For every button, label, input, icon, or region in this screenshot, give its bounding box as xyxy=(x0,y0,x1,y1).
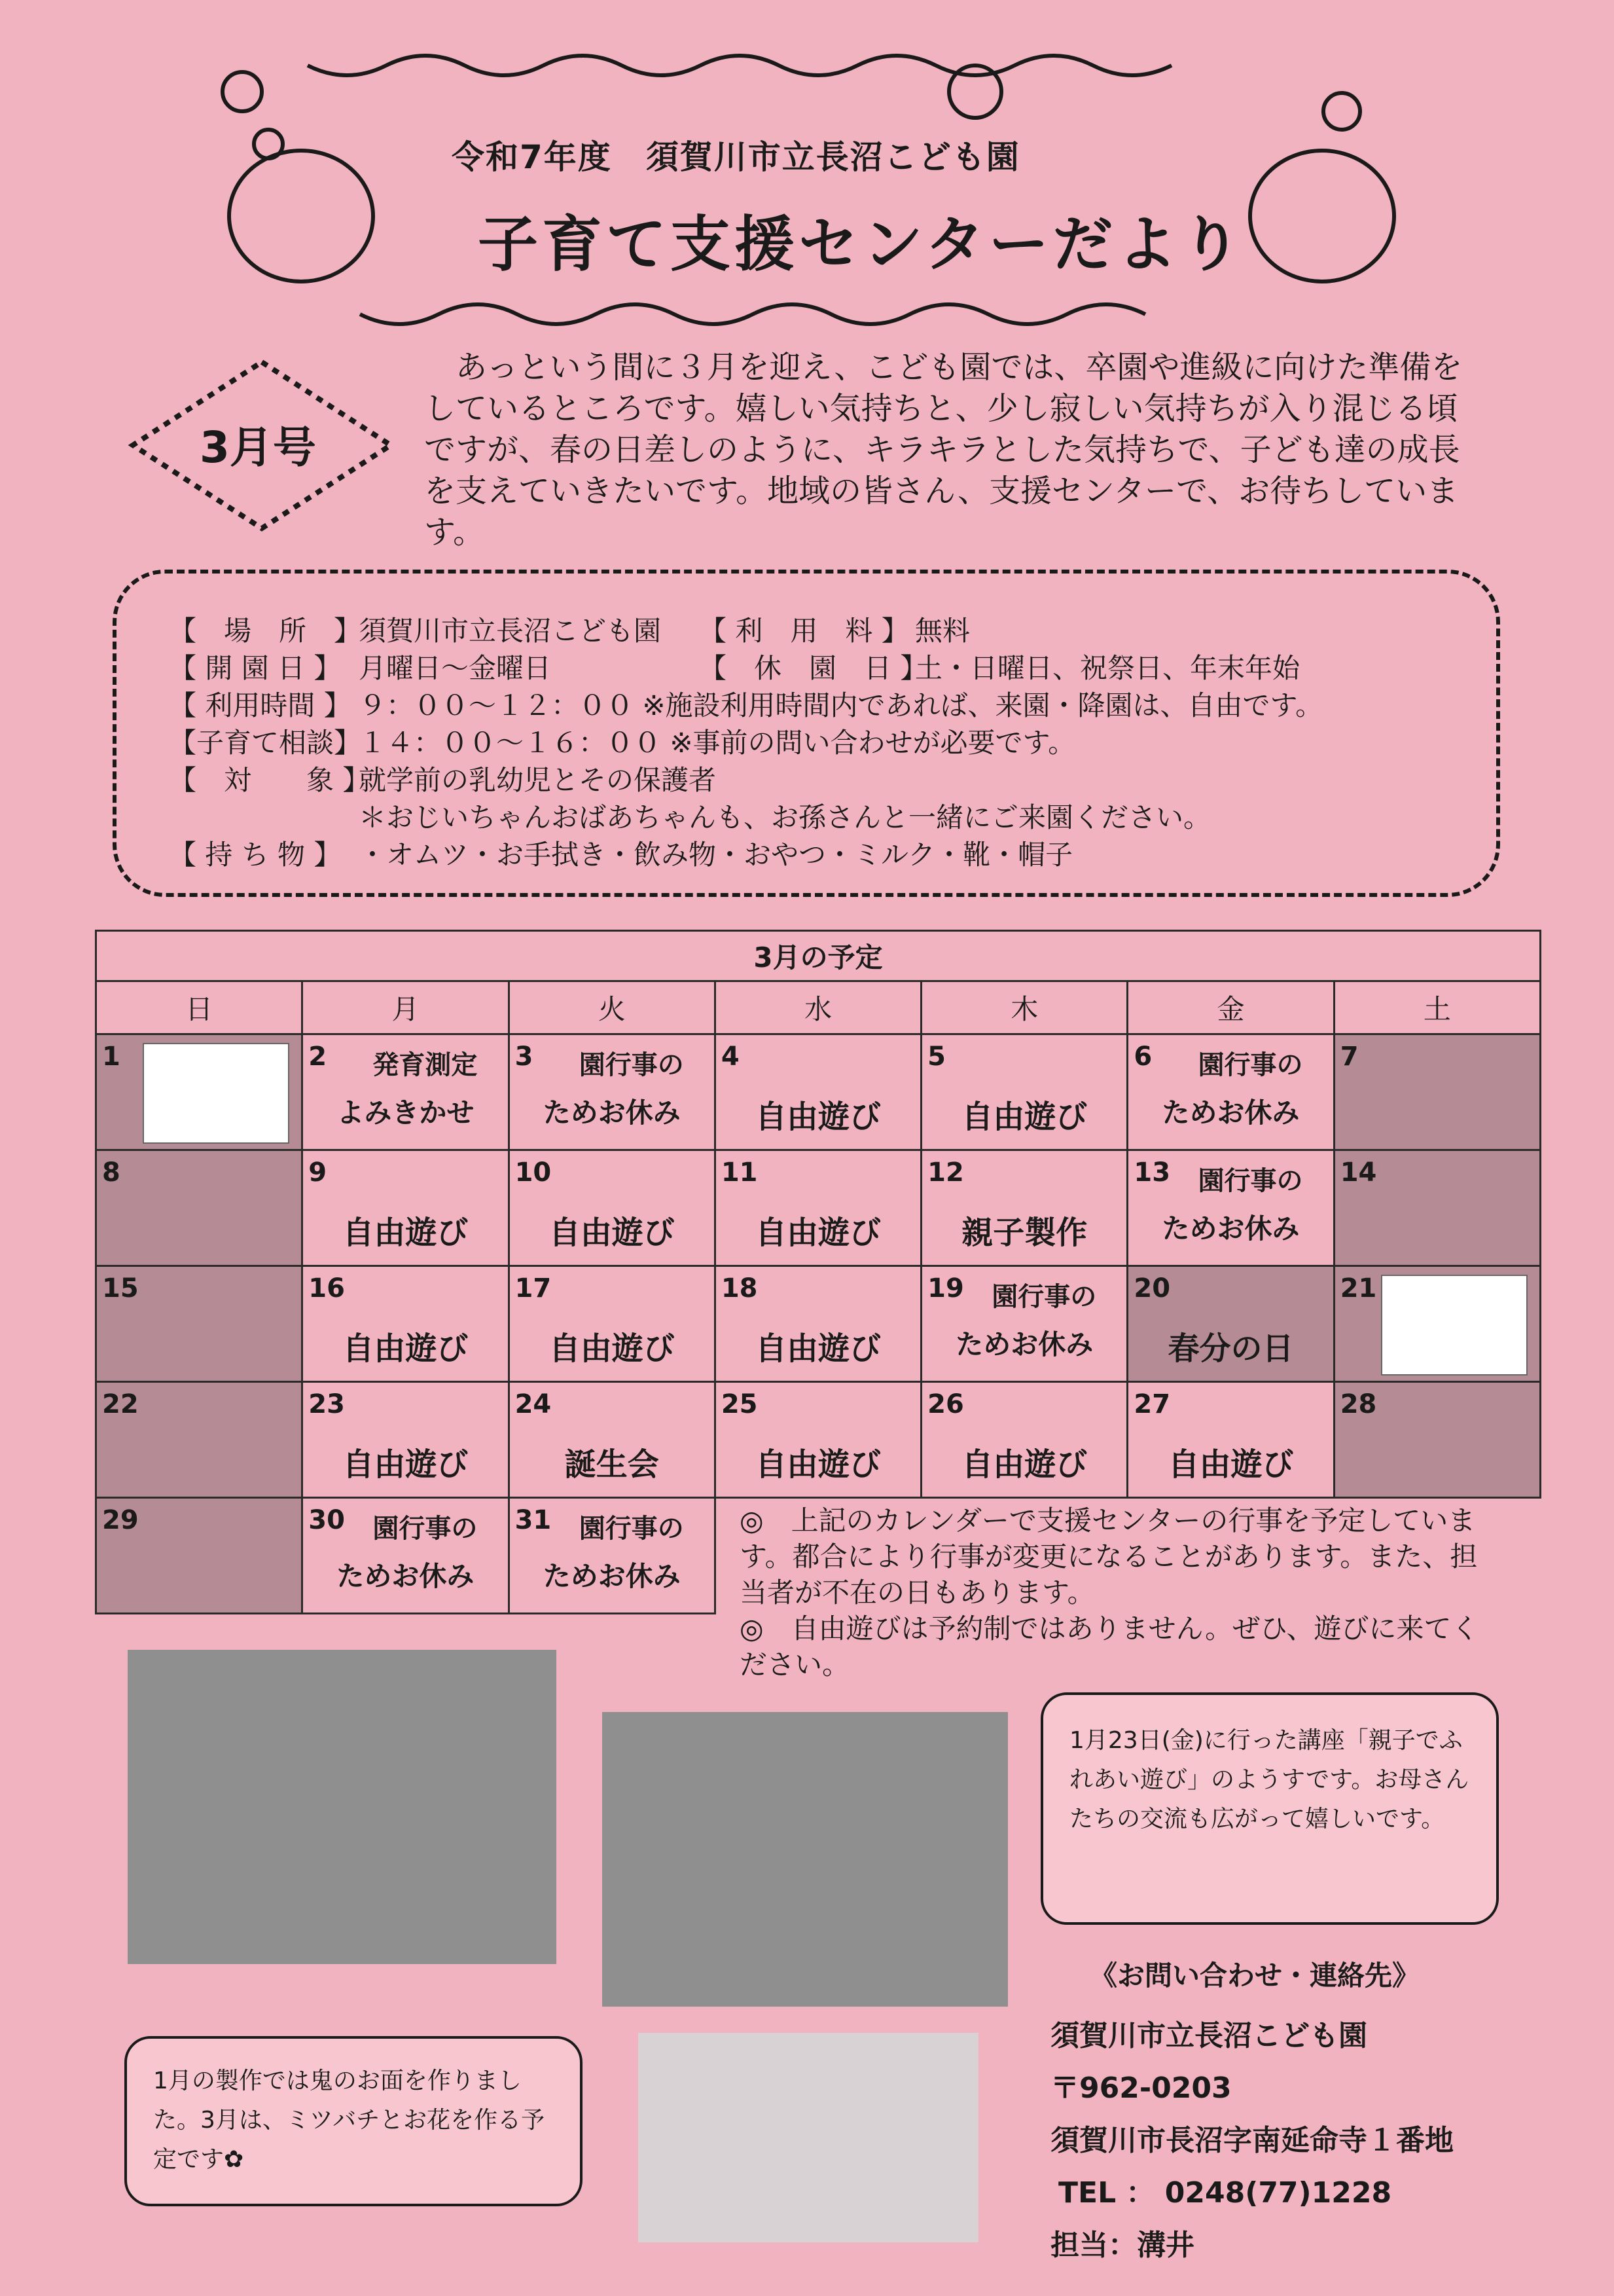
day-number: 5 xyxy=(927,1042,946,1072)
calendar-day xyxy=(302,1266,509,1382)
event-label: 自由遊び xyxy=(961,1099,1088,1135)
calendar-day xyxy=(715,1382,921,1498)
weekday-header: 日 xyxy=(96,981,302,1034)
calendar-day xyxy=(509,1498,715,1614)
day-number: 16 xyxy=(308,1273,345,1303)
day-number: 24 xyxy=(514,1389,552,1419)
day-number: 20 xyxy=(1134,1273,1171,1303)
event-label: 親子製作 xyxy=(961,1214,1088,1251)
day-number: 6 xyxy=(1134,1042,1153,1072)
contact-tel: TEL ： 0248(77)1228 xyxy=(1058,2176,1392,2210)
event-line-2: ためお休み xyxy=(956,1328,1094,1360)
place-label: 【 場 所 】 xyxy=(169,615,362,647)
calendar-day xyxy=(922,1382,1128,1498)
day-number: 8 xyxy=(102,1157,120,1188)
calendar-day xyxy=(1334,1382,1540,1498)
event-line-1: 園行事の xyxy=(1198,1166,1303,1196)
day-number: 3 xyxy=(514,1042,533,1072)
calendar-day xyxy=(715,1150,921,1266)
open-value: 月曜日～金曜日 xyxy=(359,652,552,684)
closed-value: 土・日曜日、祝祭日、年末年始 xyxy=(915,652,1300,684)
day-number: 19 xyxy=(927,1273,964,1303)
day-number: 12 xyxy=(927,1157,964,1188)
calendar-day xyxy=(96,1266,302,1382)
event-line-2: ためお休み xyxy=(336,1560,475,1592)
contact-address: 須賀川市長沼字南延命寺１番地 xyxy=(1050,2124,1454,2157)
calendar-day xyxy=(922,1266,1128,1382)
day-number: 26 xyxy=(927,1389,964,1419)
day-number: 4 xyxy=(721,1042,740,1072)
day-number: 2 xyxy=(308,1042,327,1072)
contact-info xyxy=(1050,2010,1454,2272)
bring-value: ・オムツ・お手拭き・飲み物・おやつ・ミルク・靴・帽子 xyxy=(359,839,1073,871)
bubble-workshop-text: 1月23日(金)に行った講座「親子でふれあい遊び」のようすです。お母さんたちの交流も広がって嬉しいです。 xyxy=(1069,1727,1469,1832)
calendar-day xyxy=(96,1382,302,1498)
organization-name: 令和7年度 須賀川市立長沼こども園 xyxy=(452,138,1020,176)
day-number: 23 xyxy=(308,1389,345,1419)
info-box xyxy=(113,570,1500,897)
calendar-day xyxy=(302,1382,509,1498)
weekday-header: 木 xyxy=(922,981,1128,1034)
calendar-day xyxy=(1334,1266,1540,1382)
event-label: 自由遊び xyxy=(755,1446,881,1483)
weekday-header: 火 xyxy=(509,981,715,1034)
calendar-day xyxy=(922,1034,1128,1150)
fee-label: 【 利 用 料 】 xyxy=(699,615,909,647)
day-number: 25 xyxy=(721,1389,758,1419)
event-label: 春分の日 xyxy=(1168,1330,1294,1367)
event-label: 自由遊び xyxy=(548,1214,675,1251)
day-number: 14 xyxy=(1340,1157,1377,1188)
calendar-day xyxy=(1128,1266,1334,1382)
day-number: 13 xyxy=(1134,1157,1171,1188)
event-label: 誕生会 xyxy=(564,1446,659,1483)
weekday-header: 金 xyxy=(1128,981,1334,1034)
event-line-1: 園行事の xyxy=(992,1282,1097,1312)
note-2: ◎ 自由遊びは予約制ではありません。ぜひ、遊びに来てください。 xyxy=(740,1613,1479,1681)
day-number: 18 xyxy=(721,1273,758,1303)
calendar-day xyxy=(509,1150,715,1266)
event-line-1: 園行事の xyxy=(1198,1050,1303,1080)
calendar-day xyxy=(509,1266,715,1382)
event-label: 自由遊び xyxy=(342,1330,469,1367)
calendar-day xyxy=(1128,1034,1334,1150)
photo-activity-room xyxy=(128,1650,556,1964)
event-label: 自由遊び xyxy=(548,1330,675,1367)
day-number: 21 xyxy=(1340,1273,1377,1303)
contact-staff: 担当：溝井 xyxy=(1050,2229,1194,2262)
calendar-day xyxy=(715,1266,921,1382)
day-number: 28 xyxy=(1340,1389,1377,1419)
target-label: 【 対 象 】 xyxy=(169,764,370,796)
calendar-notes xyxy=(740,1503,1499,1683)
event-label: 自由遊び xyxy=(755,1330,881,1367)
bubble-craft xyxy=(124,2036,583,2206)
event-line-1: 発育測定 xyxy=(372,1050,478,1080)
day-number: 22 xyxy=(102,1389,139,1419)
weekday-header: 月 xyxy=(302,981,509,1034)
hours-label: 【 利用時間 】 xyxy=(169,689,351,721)
calendar-day xyxy=(509,1034,715,1150)
day-number: 1 xyxy=(102,1042,120,1072)
event-line-2: ためお休み xyxy=(543,1097,681,1129)
fee-value: 無料 xyxy=(915,615,971,647)
day-number: 15 xyxy=(102,1273,139,1303)
event-label: 自由遊び xyxy=(1168,1446,1294,1483)
consult-value: １４：００～１６：００ ※事前の問い合わせが必要です。 xyxy=(359,727,1076,759)
day-number: 11 xyxy=(721,1157,758,1188)
day-number: 27 xyxy=(1134,1389,1171,1419)
day-number: 7 xyxy=(1340,1042,1359,1072)
bubble-workshop xyxy=(1041,1692,1499,1925)
note-1: ◎ 上記のカレンダーで支援センターの行事を予定しています。都合により行事が変更になることがあります。また、担当者が不在の日もあります。 xyxy=(740,1504,1478,1609)
event-line-1: 園行事の xyxy=(579,1050,684,1080)
event-line-2: ためお休み xyxy=(1162,1097,1300,1129)
issue-label: 3月号 xyxy=(200,422,316,473)
event-line-1: 園行事の xyxy=(372,1514,478,1544)
calendar-day xyxy=(302,1034,509,1150)
event-label: 自由遊び xyxy=(961,1446,1088,1483)
target-value: 就学前の乳幼児とその保護者 xyxy=(359,764,717,796)
consult-label: 【子育て相談】 xyxy=(169,727,362,759)
calendar-day xyxy=(302,1150,509,1266)
calendar-day xyxy=(302,1498,509,1614)
event-line-1: 園行事の xyxy=(579,1514,684,1544)
hours-value: ９：００～１２：００ ※施設利用時間内であれば、来園・降園は、自由です。 xyxy=(359,689,1323,721)
intro-text: あっという間に３月を迎え、こども園では、卒園や進級に向けた準備をしているところです。嬉しい気持ちと、少し寂しい気持ちが入り混じる頃ですが、春の日差しのように、キラキラとした気持ちで、子ども達の成長を支えていきたいです。地域の皆さん、支援センターで、お待ちしています。 xyxy=(424,349,1463,551)
weekday-header: 水 xyxy=(715,981,921,1034)
contact-heading: 《お問い合わせ・連絡先》 xyxy=(1090,1959,1420,1992)
calendar-day xyxy=(96,1150,302,1266)
day-number: 9 xyxy=(308,1157,327,1188)
newsletter-title: 子育て支援センターだより xyxy=(478,210,1246,280)
event-label: 自由遊び xyxy=(342,1214,469,1251)
place-value: 須賀川市立長沼こども園 xyxy=(359,615,662,647)
event-label: 自由遊び xyxy=(755,1099,881,1135)
day-number: 31 xyxy=(514,1505,552,1535)
photo-parent-child-play xyxy=(602,1712,1008,2007)
day-number: 10 xyxy=(514,1157,552,1188)
day-number: 17 xyxy=(514,1273,552,1303)
event-line-2: ためお休み xyxy=(1162,1212,1300,1245)
calendar-title: 3月の予定 xyxy=(96,931,1541,981)
calendar-day xyxy=(1128,1382,1334,1498)
contact-zip: 〒962-0203 xyxy=(1050,2071,1232,2105)
calendar-day xyxy=(715,1034,921,1150)
day-number: 29 xyxy=(102,1505,139,1535)
event-line-2: よみきかせ xyxy=(336,1097,475,1129)
open-label: 【 開 園 日 】 xyxy=(169,652,342,684)
calendar-day xyxy=(509,1382,715,1498)
calendar-day xyxy=(1128,1150,1334,1266)
closed-label: 【 休 園 日 】 xyxy=(699,652,928,684)
bring-label: 【 持 ち 物 】 xyxy=(169,839,342,871)
bubble-craft-text: 1月の製作では鬼のお面を作りました。3月は、ミツバチとお花を作る予定です✿ xyxy=(153,2068,545,2173)
event-label: 自由遊び xyxy=(342,1446,469,1483)
calendar-day xyxy=(1334,1034,1540,1150)
event-line-2: ためお休み xyxy=(543,1560,681,1592)
calendar-day xyxy=(1334,1150,1540,1266)
hina-dolls-illustration xyxy=(143,1043,289,1144)
calendar-day xyxy=(922,1150,1128,1266)
contact-name: 須賀川市立長沼こども園 xyxy=(1050,2019,1367,2052)
day-number: 30 xyxy=(308,1505,345,1535)
flower-illustration xyxy=(1381,1275,1528,1376)
photo-oni-masks xyxy=(638,2033,978,2242)
target-note: ＊おじいちゃんおばあちゃんも、お孫さんと一緒にご来園ください。 xyxy=(359,801,1211,833)
calendar-day xyxy=(96,1498,302,1614)
event-label: 自由遊び xyxy=(755,1214,881,1251)
weekday-header: 土 xyxy=(1334,981,1540,1034)
calendar-day xyxy=(96,1034,302,1150)
